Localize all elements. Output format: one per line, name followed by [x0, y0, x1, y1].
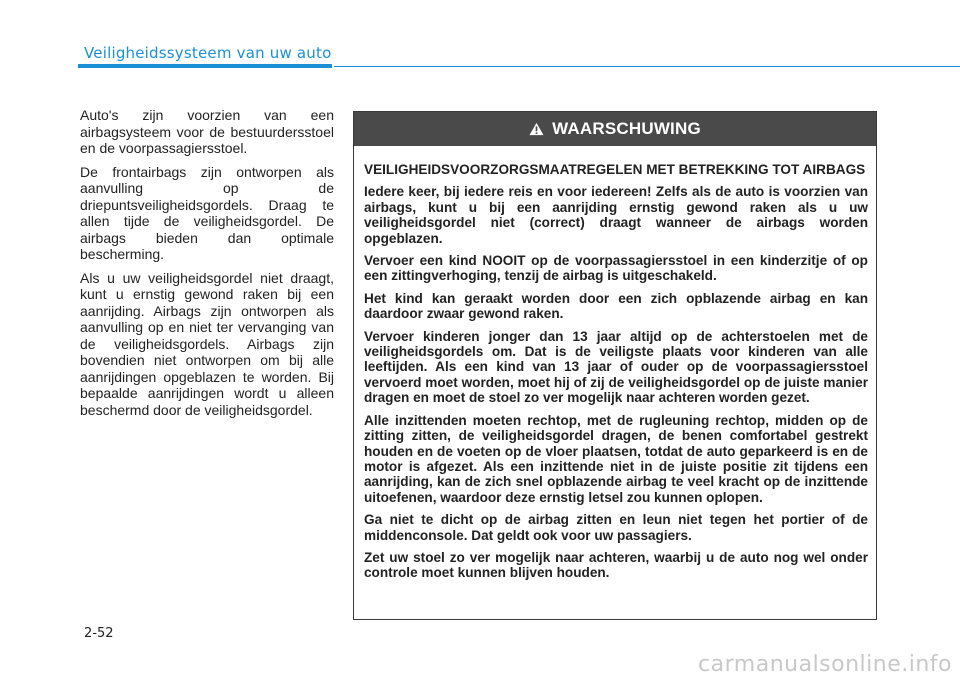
body-paragraph: Auto's zijn voorzien van een airbagsysteem voor de bestuurdersstoel en de voorpassagiersstoel. — [80, 107, 334, 156]
warning-paragraph: Zet uw stoel zo ver mogelijk naar achteren, waarbij u de auto nog wel onder controle moet kunnen blijven houden. — [364, 549, 868, 581]
warning-title: WAARSCHUWING — [552, 119, 701, 138]
body-paragraph: Als u uw veiligheidsgordel niet draagt, kunt u ernstig gewond raken bij een aanrijding. Airbags zijn ontworpen als aanvulling op en niet ter vervanging van de veiligheidsgordels. Airbags zijn bovendien niet ontworpen om bij alle aanrijdingen opgeblazen te worden. Bij bepaalde aanrijdingen wordt u alleen beschermd door de veiligheidsgordel. — [80, 269, 334, 418]
left-column — [80, 107, 334, 425]
section-title: Veiligheidssysteem van uw auto — [84, 44, 332, 62]
warning-triangle-icon — [529, 122, 544, 136]
warning-paragraph: Vervoer een kind NOOIT op de voorpassagiersstoel in een kinderzitje of op een zittingverhoging, tenzij de airbag is uitgeschakeld. — [364, 253, 868, 284]
page-number: 2-52 — [84, 626, 114, 641]
header-rule-thick — [78, 64, 332, 68]
warning-paragraph: Iedere keer, bij iedere reis en voor iedereen! Zelfs als de auto is voorzien van airbags, kunt u bij een aanrijding ernstig gewond raken als u uw veiligheidsgordel niet (correct) draagt wanneer de airbags worden opgeblazen. — [364, 184, 868, 246]
warning-body — [354, 146, 876, 581]
warning-box — [353, 111, 877, 620]
warning-heading: VEILIGHEIDSVOORZORGSMAATREGELEN MET BETREKKING TOT AIRBAGS — [364, 162, 866, 177]
body-paragraph: De frontairbags zijn ontworpen als aanvulling op de driepuntsveiligheidsgordels. Draag te allen tijde de veiligheidsgordel. De airbags bieden dan optimale bescherming. — [80, 163, 334, 262]
warning-paragraph: Alle inzittenden moeten rechtop, met de rugleuning rechtop, midden op de zitting zitten, de veiligheidsgordel dragen, de benen comfortabel gestrekt houden en de voeten op de vloer plaatsen, totdat de auto geparkeerd is en de motor is afgezet. Als een inzittende niet in de juiste positie zit tijdens een aanrijding, kan de zich snel opblazende airbag te veel kracht op de inzittende uitoefenen, waardoor deze ernstig letsel zou kunnen oplopen. — [364, 412, 868, 505]
warning-paragraph: Het kind kan geraakt worden door een zich opblazende airbag en kan daardoor zwaar gewond raken. — [364, 290, 868, 322]
watermark: carmanualsonline.info — [698, 652, 952, 677]
warning-header — [354, 112, 876, 146]
warning-paragraph: Ga niet te dicht op de airbag zitten en leun niet tegen het portier of de middenconsole. Dat geldt ook voor uw passagiers. — [364, 512, 868, 543]
warning-paragraph: Vervoer kinderen jonger dan 13 jaar altijd op de achterstoelen met de veiligheidsgordels om. Dat is de veiligste plaats voor kinderen van alle leeftijden. Als een kind van 13 jaar of ouder op de voorpassagiersstoel vervoerd moet worden, moet hij of zij de veiligheidsgordel op de juiste manier dragen en moet de stoel zo ver mogelijk naar achteren worden gezet. — [364, 328, 868, 406]
header-rule-thin — [334, 66, 960, 67]
